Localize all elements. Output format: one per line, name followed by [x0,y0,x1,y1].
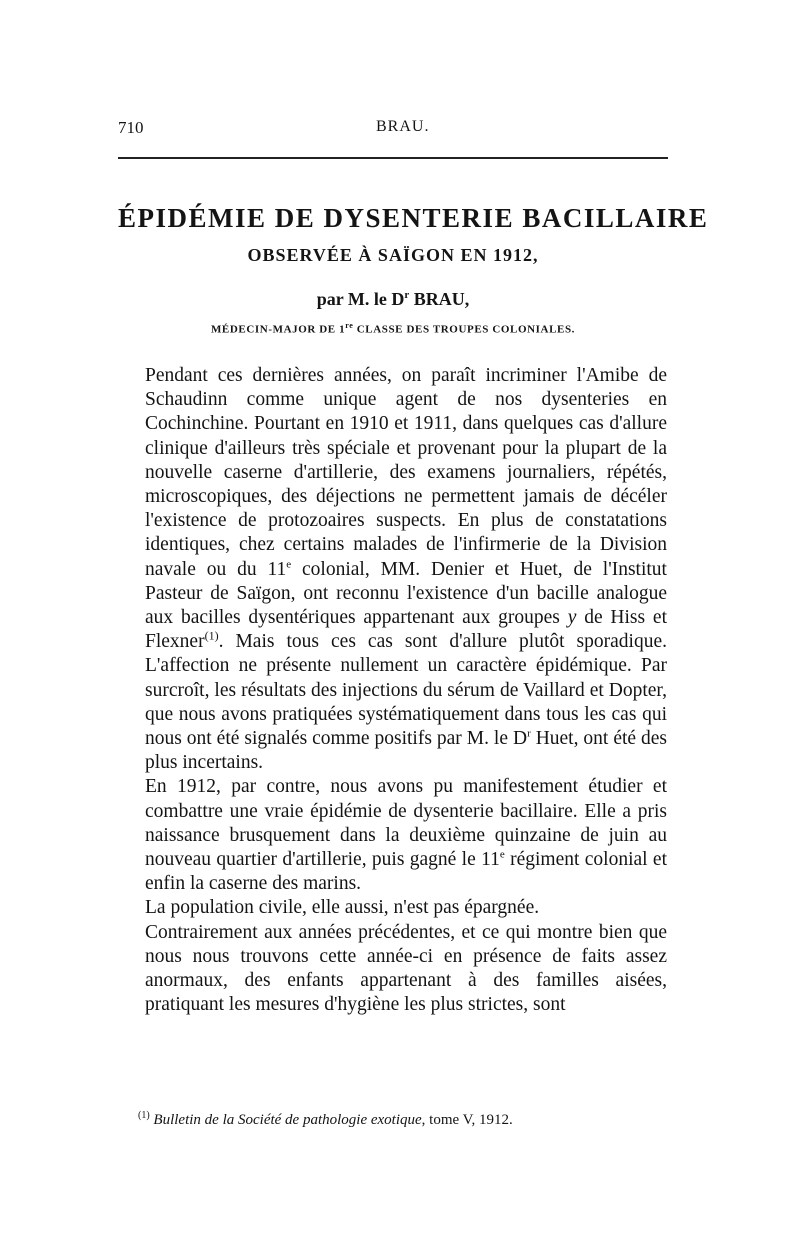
article-body [145,364,667,1017]
affiliation-post: CLASSE DES TROUPES COLONIALES. [353,323,576,336]
p2-sup: e [499,848,505,861]
p1-text-a: Pendant ces dernières années, on paraît incriminer l'Amibe de Schaudinn comme unique agent de nos dysenteries en Cochinchine. Pourtant en 1910 et 1911, dans quelques cas d'allure clinique d'ailleurs très spéciale et provenant pour la plupart de la nouvelle caserne d'artillerie, des examens journaliers, répétés, microscopiques, des déjections ne permettent jamais de décéler l'existence de protozoaires suspects. En plus de constatations identiques, chez certains malades de l'infirmerie de la Division navale ou du 11 [145,365,667,580]
affiliation-sup: re [345,321,354,330]
paragraph-2 [145,775,667,896]
footnote [138,1110,668,1129]
p1-italic-y: y [567,607,577,629]
affiliation [118,321,668,336]
header-rule [118,157,668,159]
footnote-reference: (1) [204,628,219,643]
affiliation-pre: MÉDECIN-MAJOR DE 1 [210,323,346,336]
footnote-title: Bulletin de la Société de pathologie exotique [153,1112,422,1128]
byline-sup: r [404,289,410,301]
article-title: ÉPIDÉMIE DE DYSENTERIE BACILLAIRE [118,203,709,233]
footnote-rest: , tome V, 1912. [421,1112,513,1128]
p1-text-d: . Mais tous ces cas sont d'allure plutôt sporadique. L'affection ne présente nullement un caractère épidémique. Par surcroît, les résultats des injections du sérum de Vaillard et Dopter, que nous avons pratiquées systématiquement dans tous les cas qui nous ont été signalés comme positifs par M. le D [145,631,667,750]
paragraph-4: Contrairement aux années précédentes, et ce qui montre bien que nous nous trouvons cette année-ci en présence de faits assez anormaux, des enfants appartenant à des familles aisées, pratiquant les mesures d'hygiène les plus strictes, sont [145,921,667,1016]
p2-text-a: En 1912, par contre, nous avons pu manifestement étudier et combattre une vraie épidémie de dysenterie bacillaire. Elle a pris naissance brusquement dans la deuxième quinzaine de juin au nouveau quartier d'artillerie, puis gagné le 11 [145,776,667,871]
paragraph-3: La population civile, elle aussi, n'est pas épargnée. [145,897,540,919]
byline [118,289,668,310]
paragraph-1 [145,364,667,775]
p1-text-b: colonial, MM. Denier et Huet, de l'Institut Pasteur de Saïgon, ont reconnu l'existence d'un bacille analogue aux bacilles dysentériques appartenant aux groupes [145,558,667,629]
article-subtitle: OBSERVÉE À SAÏGON EN 1912, [247,245,539,265]
byline-post: BRAU, [409,289,470,309]
p1-text-c: de Hiss et Flexner [145,607,667,653]
byline-pre: par M. le D [316,289,405,309]
running-head: BRAU. [376,118,430,135]
page-number: 710 [118,118,144,137]
p1-sup-2: r [527,727,531,740]
p2-text-b: régiment colonial et enfin la caserne des marins. [145,849,667,895]
p1-sup-1: e [286,558,292,571]
footnote-marker: (1) [138,1110,150,1121]
p1-text-e: Huet, ont été des plus incertains. [145,728,667,774]
